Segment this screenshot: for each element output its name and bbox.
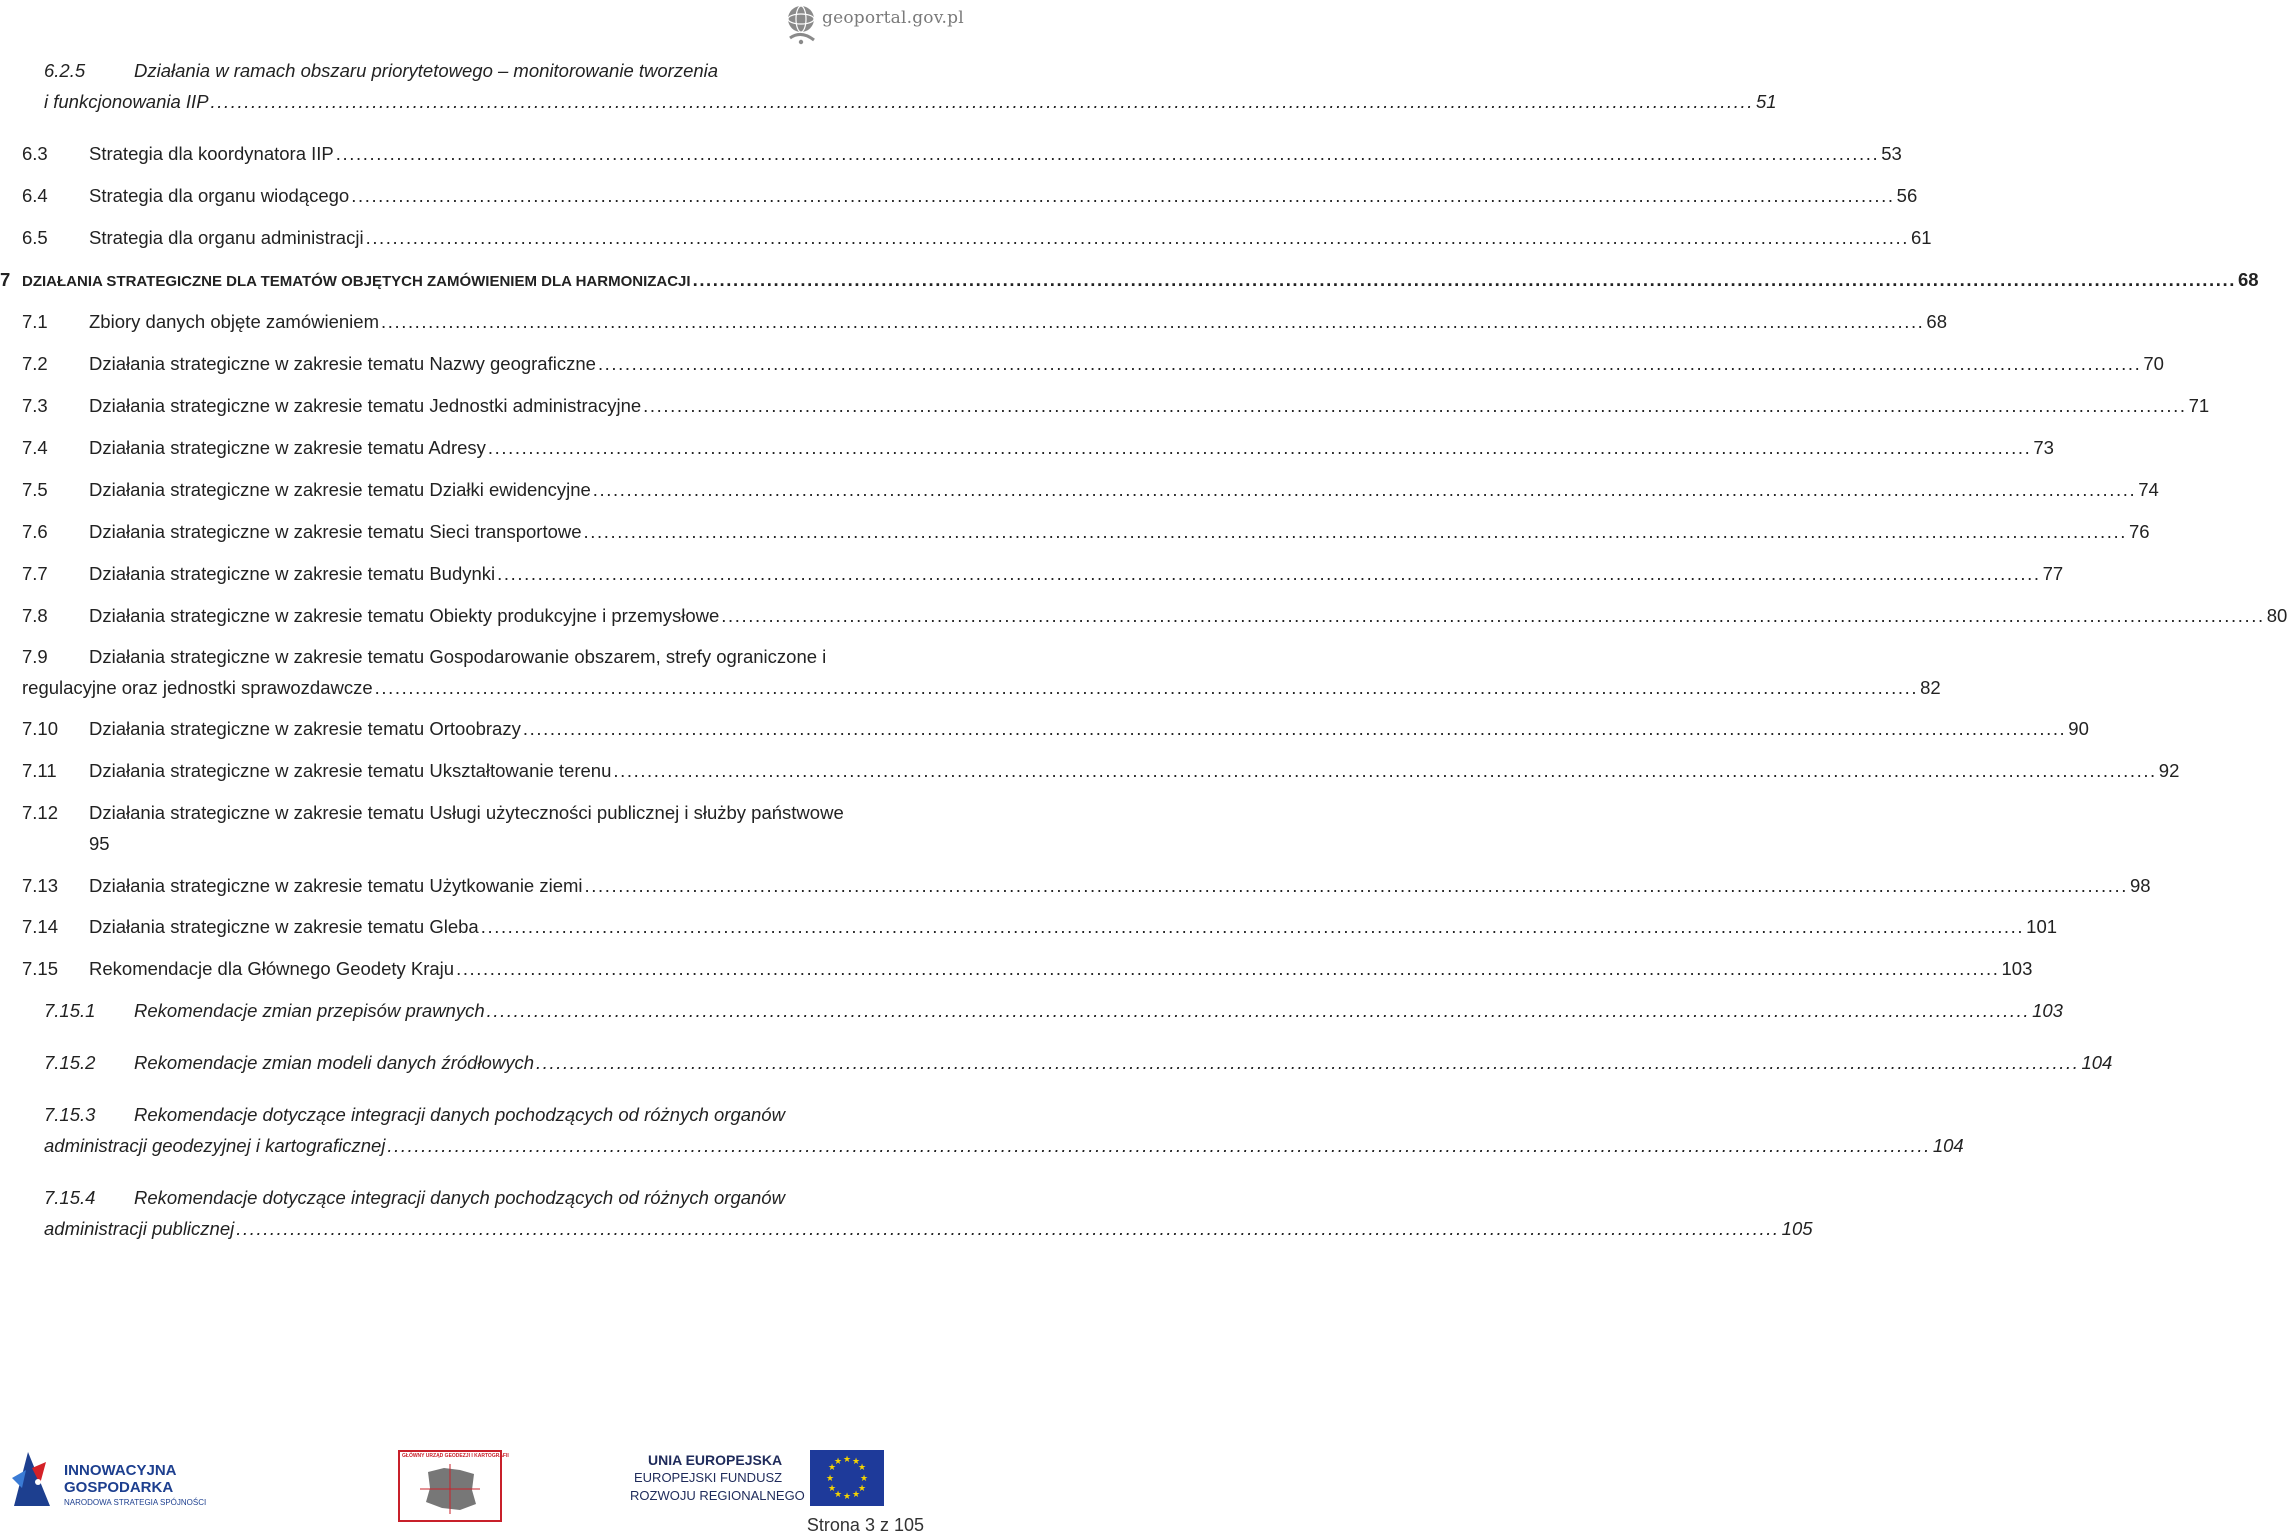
page-number-label: Strona 3 z 105 bbox=[806, 1515, 924, 1535]
svg-text:★: ★ bbox=[851, 1490, 861, 1500]
toc-number: 7.4 bbox=[22, 437, 48, 458]
eu-logo bbox=[616, 1448, 886, 1520]
toc-entry-7-15-3[interactable] bbox=[44, 1133, 1964, 1159]
toc-entry-7-12-number: 7.12 bbox=[22, 802, 59, 823]
innowacyjna-emblem-icon bbox=[10, 1448, 54, 1508]
leader-dots bbox=[643, 393, 2186, 419]
toc-entry-7-12-title[interactable]: Działania strategiczne w zakresie tematu Usługi użyteczności publicznej i służby państwowe bbox=[89, 802, 844, 823]
toc-title-cont: regulacyjne oraz jednostki sprawozdawcze bbox=[22, 677, 373, 698]
toc-number: 7.2 bbox=[22, 353, 48, 374]
toc-entry-7-7[interactable] bbox=[22, 561, 2064, 587]
toc-number: 7.15.1 bbox=[44, 1000, 96, 1021]
toc-number: 7.7 bbox=[22, 563, 48, 584]
leader-dots bbox=[387, 1133, 1930, 1159]
leader-dots bbox=[351, 183, 1894, 209]
toc-number: 6.5 bbox=[22, 227, 48, 248]
eu-line1: UNIA EUROPEJSKA bbox=[648, 1452, 783, 1468]
leader-dots bbox=[584, 519, 2127, 545]
leader-dots bbox=[585, 873, 2128, 899]
svg-text:★: ★ bbox=[859, 1474, 869, 1484]
toc-entry-6-5[interactable] bbox=[22, 225, 1932, 251]
toc-page-number: 92 bbox=[2158, 760, 2180, 781]
toc-title: Działania strategiczne w zakresie tematu Użytkowanie ziemi bbox=[89, 875, 583, 896]
leader-dots bbox=[487, 998, 2030, 1024]
toc-number: 7.5 bbox=[22, 479, 48, 500]
toc-page-number: 76 bbox=[2128, 521, 2150, 542]
toc-page-number: 71 bbox=[2188, 395, 2210, 416]
toc-title: Rekomendacje dla Głównego Geodety Kraju bbox=[89, 958, 455, 979]
toc-title: Strategia dla organu wiodącego bbox=[89, 185, 350, 206]
toc-entry-7-14[interactable] bbox=[22, 914, 2058, 940]
leader-dots bbox=[536, 1050, 2079, 1076]
toc-title: Rekomendacje zmian przepisów prawnych bbox=[134, 1000, 485, 1021]
toc-title: Działania strategiczne w zakresie tematu Nazwy geograficzne bbox=[89, 353, 596, 374]
svg-text:★: ★ bbox=[857, 1463, 867, 1473]
toc-page-number: 98 bbox=[2129, 875, 2151, 896]
innowacyjna-gospodarka-logo bbox=[10, 1448, 210, 1514]
svg-text:★: ★ bbox=[857, 1484, 867, 1494]
toc-entry-7-15-4-title[interactable]: Rekomendacje dotyczące integracji danych pochodzących od różnych organów bbox=[134, 1187, 785, 1208]
leader-dots bbox=[236, 1216, 1779, 1242]
leader-dots bbox=[593, 477, 2136, 503]
toc-entry-7-8[interactable] bbox=[22, 603, 2287, 629]
toc-page-number: 101 bbox=[2026, 916, 2058, 937]
toc-entry-7-3[interactable] bbox=[22, 393, 2210, 419]
toc-page-number: 90 bbox=[2068, 718, 2089, 739]
toc-page-number: 51 bbox=[1755, 91, 1777, 112]
svg-text:★: ★ bbox=[827, 1463, 837, 1473]
toc-entry-7-15-1[interactable] bbox=[44, 998, 2063, 1024]
toc-entry-7-15-3-number: 7.15.3 bbox=[44, 1104, 96, 1125]
leader-dots bbox=[211, 89, 1754, 115]
eu-line3: ROZWOJU REGIONALNEGO bbox=[630, 1488, 805, 1503]
leader-dots bbox=[693, 267, 2236, 293]
toc-entry-7-9[interactable] bbox=[22, 675, 1941, 701]
leader-dots bbox=[336, 141, 1879, 167]
eu-line2: EUROPEJSKI FUNDUSZ bbox=[634, 1470, 783, 1485]
eu-flag-icon bbox=[810, 1450, 884, 1506]
toc-page-number: 104 bbox=[2081, 1052, 2113, 1073]
toc-entry-7-13[interactable] bbox=[22, 873, 2151, 899]
toc-title: Działania strategiczne w zakresie tematu Obiekty produkcyjne i przemysłowe bbox=[89, 605, 720, 626]
leader-dots bbox=[481, 914, 2024, 940]
toc-number: 7.3 bbox=[22, 395, 48, 416]
toc-page-number: 70 bbox=[2143, 353, 2164, 374]
toc-entry-6-2-5-title[interactable]: Działania w ramach obszaru priorytetowego – monitorowanie tworzenia bbox=[134, 60, 719, 81]
toc-title: Działania strategiczne w zakresie tematu Ortoobrazy bbox=[89, 718, 521, 739]
toc-entry-7-15-4[interactable] bbox=[44, 1216, 1813, 1242]
toc-number: 7.10 bbox=[22, 718, 59, 739]
toc-title-cont: administracji geodezyjnej i kartograficznej bbox=[44, 1135, 386, 1156]
toc-page-number: 104 bbox=[1932, 1135, 1964, 1156]
toc-title: Działania strategiczne w zakresie tematu Sieci transportowe bbox=[89, 521, 582, 542]
toc-entry-7-11[interactable] bbox=[22, 758, 2180, 784]
toc-entry-7-1[interactable] bbox=[22, 309, 1947, 335]
toc-entry-7-6[interactable] bbox=[22, 519, 2150, 545]
svg-text:★: ★ bbox=[851, 1457, 861, 1467]
toc-title: Działania strategiczne w zakresie tematu Gleba bbox=[89, 916, 479, 937]
innowacyjna-line3: NARODOWA STRATEGIA SPÓJNOŚCI bbox=[64, 1498, 207, 1507]
toc-entry-6-2-5-number: 6.2.5 bbox=[44, 60, 86, 81]
toc-number: 7.15.2 bbox=[44, 1052, 96, 1073]
innowacyjna-line2: GOSPODARKA bbox=[64, 1479, 174, 1496]
toc-page-number: 103 bbox=[2001, 958, 2033, 979]
toc-entry-7-15[interactable] bbox=[22, 956, 2033, 982]
toc-title: Strategia dla koordynatora IIP bbox=[89, 143, 334, 164]
toc-number: 7.15 bbox=[22, 958, 59, 979]
innowacyjna-line1: INNOWACYJNA bbox=[64, 1462, 177, 1479]
leader-dots bbox=[598, 351, 2141, 377]
svg-text:★: ★ bbox=[833, 1490, 843, 1500]
toc-page-number: 61 bbox=[1911, 227, 1932, 248]
brand-name: geoportal.gov.pl bbox=[822, 8, 964, 28]
toc-page-number: 74 bbox=[2138, 479, 2159, 500]
toc-title: Działania strategiczne w zakresie tematu Działki ewidencyjne bbox=[89, 479, 591, 500]
toc-title: DZIAŁANIA STRATEGICZNE DLA TEMATÓW OBJĘTYCH ZAMÓWIENIEM DLA HARMONIZACJI bbox=[22, 273, 691, 290]
toc-number: 7.8 bbox=[22, 605, 48, 626]
toc-title: Działania strategiczne w zakresie tematu Budynki bbox=[89, 563, 496, 584]
leader-dots bbox=[375, 675, 1918, 701]
toc-entry-7-12-page: 95 bbox=[89, 833, 110, 854]
toc-title: Działania strategiczne w zakresie tematu Adresy bbox=[89, 437, 486, 458]
toc-chapter-7[interactable] bbox=[0, 267, 2259, 295]
toc-entry-title-cont: i funkcjonowania IIP bbox=[44, 91, 209, 112]
leader-dots bbox=[488, 435, 2031, 461]
toc-entry-7-5[interactable] bbox=[22, 477, 2159, 503]
toc-entry-6-4[interactable] bbox=[22, 183, 1918, 209]
toc-page-number: 103 bbox=[2032, 1000, 2063, 1021]
toc-entry-7-9-title[interactable]: Działania strategiczne w zakresie tematu Gospodarowanie obszarem, strefy ograniczone i bbox=[89, 646, 827, 667]
poland-map-icon bbox=[420, 1464, 480, 1514]
toc-page-number: 77 bbox=[2042, 563, 2064, 584]
svg-text:★: ★ bbox=[827, 1484, 837, 1494]
toc-number: 6.4 bbox=[22, 185, 48, 206]
leader-dots bbox=[381, 309, 1924, 335]
leader-dots bbox=[721, 603, 2264, 629]
toc-number: 7.6 bbox=[22, 521, 48, 542]
leader-dots bbox=[613, 758, 2156, 784]
toc-entry-7-10[interactable] bbox=[22, 716, 2089, 742]
toc-entry-7-9-number: 7.9 bbox=[22, 646, 48, 667]
toc-title: Rekomendacje zmian modeli danych źródłowych bbox=[134, 1052, 534, 1073]
toc-page-number: 73 bbox=[2033, 437, 2054, 458]
toc-title: Działania strategiczne w zakresie tematu Ukształtowanie terenu bbox=[89, 760, 612, 781]
svg-text:★: ★ bbox=[833, 1457, 843, 1467]
toc-title: Strategia dla organu administracji bbox=[89, 227, 364, 248]
toc-number: 7.11 bbox=[22, 760, 57, 781]
toc-title-cont: administracji publicznej bbox=[44, 1218, 235, 1239]
toc-entry-7-2[interactable] bbox=[22, 351, 2164, 377]
svg-text:★: ★ bbox=[825, 1474, 835, 1484]
toc-number: 7.13 bbox=[22, 875, 59, 896]
toc-entry-7-15-2[interactable] bbox=[44, 1050, 2113, 1076]
toc-page-number: 82 bbox=[1920, 677, 1941, 698]
toc-page-number: 80 bbox=[2266, 605, 2287, 626]
leader-dots bbox=[456, 956, 1999, 982]
toc-page-number: 105 bbox=[1781, 1218, 1813, 1239]
toc-number: 7.1 bbox=[22, 311, 48, 332]
svg-text:★: ★ bbox=[842, 1492, 852, 1502]
gugik-logo bbox=[398, 1450, 509, 1522]
toc-entry-7-4[interactable] bbox=[22, 435, 2054, 461]
leader-dots bbox=[366, 225, 1909, 251]
toc-page-number: 56 bbox=[1896, 185, 1918, 206]
toc-title: Działania strategiczne w zakresie tematu Jednostki administracyjne bbox=[89, 395, 642, 416]
leader-dots bbox=[523, 716, 2066, 742]
toc-entry-7-15-3-title[interactable]: Rekomendacje dotyczące integracji danych pochodzących od różnych organów bbox=[134, 1104, 785, 1125]
toc-entry-6-3[interactable] bbox=[22, 141, 1902, 167]
toc-entry-7-15-4-number: 7.15.4 bbox=[44, 1187, 96, 1208]
toc-number: 6.3 bbox=[22, 143, 48, 164]
toc-page-number: 53 bbox=[1881, 143, 1902, 164]
toc-page-number: 68 bbox=[1926, 311, 1947, 332]
toc-entry-6-2-5[interactable] bbox=[44, 89, 1777, 115]
toc-number: 7.14 bbox=[22, 916, 59, 937]
gugik-name: GŁÓWNY URZĄD GEODEZJI I KARTOGRAFII bbox=[402, 1453, 509, 1459]
leader-dots bbox=[497, 561, 2040, 587]
toc-number: 7 bbox=[0, 269, 11, 290]
toc-title: Zbiory danych objęte zamówieniem bbox=[89, 311, 379, 332]
svg-text:★: ★ bbox=[842, 1455, 852, 1465]
toc-page-number: 68 bbox=[2238, 269, 2259, 290]
